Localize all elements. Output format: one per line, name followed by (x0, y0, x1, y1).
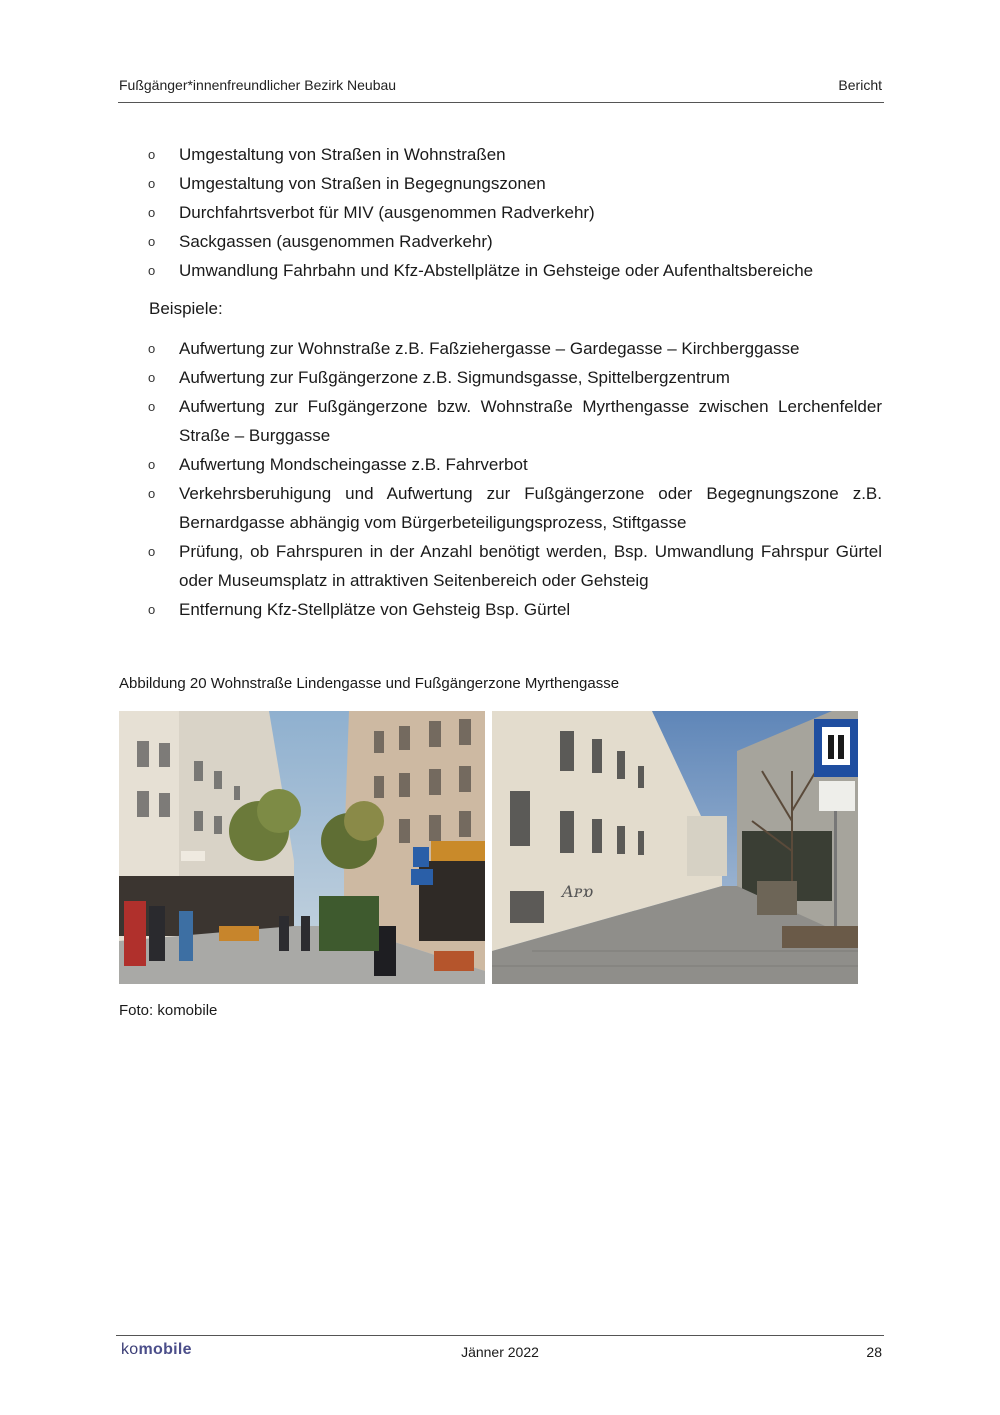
bullet-icon: o (148, 147, 156, 162)
list-item: o Aufwertung zur Fußgängerzone z.B. Sigmundsgasse, Spittelbergzentrum (148, 363, 882, 392)
photo-myrthengasse (492, 711, 858, 984)
bullet-icon: o (148, 602, 156, 617)
photo-lindengasse (119, 711, 485, 984)
bullet-icon: o (148, 205, 156, 220)
list-item: o Aufwertung zur Wohnstraße z.B. Faßziehergasse – Gardegasse – Kirchberggasse (148, 334, 882, 363)
bullet-icon: o (148, 370, 156, 385)
measures-list (148, 140, 882, 285)
examples-heading: Beispiele: (149, 299, 223, 318)
photo-credit: Foto: komobile (119, 1002, 218, 1019)
page-number: 28 (866, 1344, 882, 1360)
street-photo-illustration (119, 711, 485, 984)
bullet-icon: o (148, 457, 156, 472)
section-label: Bericht (838, 77, 882, 93)
pedestrian-zone-photo-illustration (492, 711, 858, 984)
bullet-icon: o (148, 544, 156, 559)
svg-text:Aᴘɒ: Aᴘɒ (562, 882, 594, 901)
page-header (118, 76, 884, 103)
figure-caption: Abbildung 20 Wohnstraße Lindengasse und Fußgängerzone Myrthengasse (119, 675, 620, 692)
list-item: o Umwandlung Fahrbahn und Kfz-Abstellplätze in Gehsteige oder Aufenthaltsbereiche (148, 256, 882, 285)
list-item: o Aufwertung Mondscheingasse z.B. Fahrverbot (148, 450, 882, 479)
list-item: o Umgestaltung von Straßen in Wohnstraßen (148, 140, 882, 169)
bullet-icon: o (148, 234, 156, 249)
bullet-icon: o (148, 399, 156, 414)
page-footer (116, 1335, 884, 1376)
list-item: o Aufwertung zur Fußgängerzone bzw. Wohnstraße Myrthengasse zwischen Lerchenfelder Straße – Burggasse (148, 392, 882, 450)
list-item: o Prüfung, ob Fahrspuren in der Anzahl benötigt werden, Bsp. Umwandlung Fahrspur Gürtel oder Museumsplatz in attraktiven Seitenbereich oder Gehsteig (148, 537, 882, 595)
footer-date: Jänner 2022 (461, 1344, 539, 1360)
list-item: o Entfernung Kfz-Stellplätze von Gehsteig Bsp. Gürtel (148, 595, 882, 624)
list-item: o Umgestaltung von Straßen in Begegnungszonen (148, 169, 882, 198)
bullet-icon: o (148, 486, 156, 501)
bullet-icon: o (148, 341, 156, 356)
list-item: o Sackgassen (ausgenommen Radverkehr) (148, 227, 882, 256)
bullet-icon: o (148, 263, 156, 278)
examples-list (148, 334, 882, 624)
list-item: o Verkehrsberuhigung und Aufwertung zur Fußgängerzone oder Begegnungszone z.B. Bernardgasse abhängig vom Bürgerbeteiligungsprozess, Stiftgasse (148, 479, 882, 537)
bullet-icon: o (148, 176, 156, 191)
list-item: o Durchfahrtsverbot für MIV (ausgenommen Radverkehr) (148, 198, 882, 227)
document-title: Fußgänger*innenfreundlicher Bezirk Neubau (119, 77, 397, 93)
komobile-logo: komobile (121, 1341, 192, 1358)
